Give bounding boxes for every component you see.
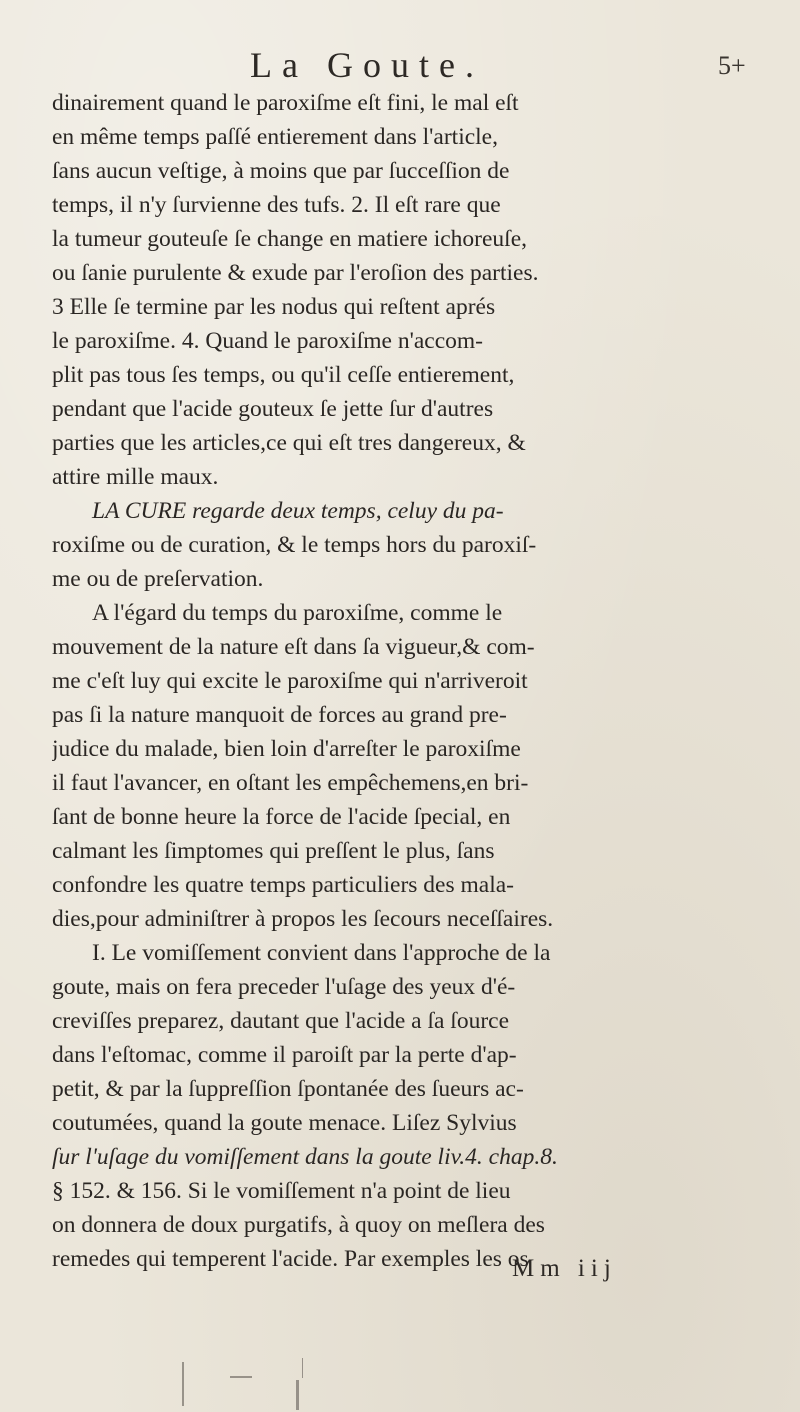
- running-title: La Goute.: [250, 45, 484, 85]
- text-line: coutumées, quand la goute menace. Liſez Sylvius: [52, 1110, 517, 1136]
- text-line: me c'eſt luy qui excite le paroxiſme qui n'arriveroit: [52, 668, 528, 694]
- bottom-margin-marks: [0, 1340, 800, 1412]
- text-line: goute, mais on fera preceder l'uſage des yeux d'é-: [52, 974, 516, 1000]
- text-line: judice du malade, bien loin d'arreſter le paroxiſme: [52, 736, 521, 762]
- text-line: en même temps paſſé entierement dans l'article,: [52, 124, 498, 150]
- text-line: pendant que l'acide gouteux ſe jette ſur d'autres: [52, 396, 494, 422]
- text-line: dinairement quand le paroxiſme eſt fini, le mal eſt: [52, 90, 519, 116]
- text-line: il faut l'avancer, en oſtant les empêchemens,en bri-: [52, 770, 529, 796]
- text-line: confondre les quatre temps particuliers des mala-: [52, 872, 514, 898]
- text-line: dans l'eſtomac, comme il paroiſt par la perte d'ap-: [52, 1042, 517, 1068]
- text-line: attire mille maux.: [52, 464, 219, 490]
- signature-mark: Mm iij: [512, 1255, 617, 1282]
- text-line: ſur l'uſage du vomiſſement dans la goute liv.4. chap.8.: [52, 1144, 558, 1170]
- text-line: § 152. & 156. Si le vomiſſement n'a point de lieu: [52, 1178, 511, 1204]
- text-line: plit pas tous ſes temps, ou qu'il ceſſe entierement,: [52, 362, 515, 388]
- page-number: 5+: [718, 51, 746, 80]
- text-line: parties que les articles,ce qui eſt tres dangereux, &: [52, 430, 526, 456]
- ink-mark: [296, 1380, 299, 1410]
- text-line: ou ſanie purulente & exude par l'eroſion des parties.: [52, 260, 539, 286]
- body-text: [52, 86, 768, 1276]
- running-head: [0, 40, 800, 90]
- text-line: remedes qui temperent l'acide. Par exemples les os: [52, 1246, 529, 1272]
- ink-mark: [182, 1362, 184, 1406]
- text-line: le paroxiſme. 4. Quand le paroxiſme n'accom-: [52, 328, 483, 354]
- text-line: la tumeur gouteuſe ſe change en matiere ichoreuſe,: [52, 226, 528, 252]
- ink-mark: [230, 1376, 252, 1378]
- text-line: on donnera de doux purgatifs, à quoy on meſlera des: [52, 1212, 545, 1238]
- text-line: roxiſme ou de curation, & le temps hors du paroxiſ-: [52, 532, 537, 558]
- text-line: calmant les ſimptomes qui preſſent le plus, ſans: [52, 838, 495, 864]
- text-line: pas ſi la nature manquoit de forces au grand pre-: [52, 702, 507, 728]
- text-line: ſant de bonne heure la force de l'acide ſpecial, en: [52, 804, 511, 830]
- section-heading-line: LA CURE regarde deux temps, celuy du pa-: [92, 498, 504, 524]
- text-line: ſans aucun veſtige, à moins que par ſucceſſion de: [52, 158, 510, 184]
- text-line: mouvement de la nature eſt dans ſa vigueur,& com-: [52, 634, 535, 660]
- text-line: me ou de preſervation.: [52, 566, 264, 592]
- ink-mark: [302, 1358, 303, 1378]
- paragraph-start-line: A l'égard du temps du paroxiſme, comme le: [92, 600, 503, 626]
- text-line: temps, il n'y ſurvienne des tufs. 2. Il eſt rare que: [52, 192, 501, 218]
- text-line: creviſſes preparez, dautant que l'acide a ſa ſource: [52, 1008, 510, 1034]
- paragraph-start-line: I. Le vomiſſement convient dans l'approche de la: [92, 940, 551, 966]
- text-line: petit, & par la ſuppreſſion ſpontanée des ſueurs ac-: [52, 1076, 524, 1102]
- text-line: 3 Elle ſe termine par les nodus qui reſtent aprés: [52, 294, 496, 320]
- text-line: dies,pour adminiſtrer à propos les ſecours neceſſaires.: [52, 906, 554, 932]
